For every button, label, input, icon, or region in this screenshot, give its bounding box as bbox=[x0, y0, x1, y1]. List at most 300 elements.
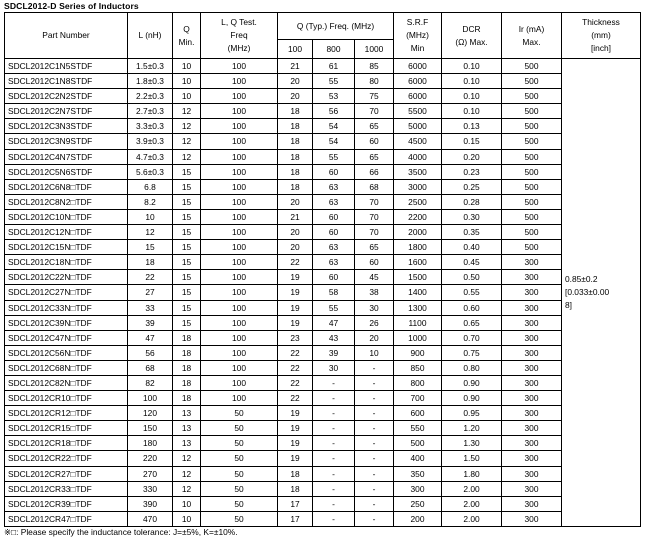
cell-dcr: 0.10 bbox=[442, 104, 502, 119]
cell-dcr: 0.10 bbox=[442, 59, 502, 74]
cell-q-100: 18 bbox=[278, 179, 313, 194]
cell-q-800: 47 bbox=[313, 315, 355, 330]
cell-test-freq: 100 bbox=[201, 285, 278, 300]
cell-srf: 6000 bbox=[394, 59, 442, 74]
cell-test-freq: 50 bbox=[201, 451, 278, 466]
header-thickness-line3: [inch] bbox=[590, 43, 612, 53]
cell-inductance: 56 bbox=[128, 345, 173, 360]
cell-inductance: 1.8±0.3 bbox=[128, 74, 173, 89]
cell-test-freq: 100 bbox=[201, 240, 278, 255]
header-ir bbox=[502, 13, 562, 59]
header-q-1000: 1000 bbox=[355, 40, 394, 59]
cell-part-number: SDCL2012CR18□TDF bbox=[5, 436, 128, 451]
cell-part-number: SDCL2012C1N5STDF bbox=[5, 59, 128, 74]
cell-srf: 1500 bbox=[394, 270, 442, 285]
header-dcr bbox=[442, 13, 502, 59]
cell-test-freq: 100 bbox=[201, 270, 278, 285]
cell-test-freq: 100 bbox=[201, 300, 278, 315]
cell-srf: 2000 bbox=[394, 225, 442, 240]
cell-part-number: SDCL2012C1N8STDF bbox=[5, 74, 128, 89]
cell-q-100: 19 bbox=[278, 421, 313, 436]
cell-ir: 300 bbox=[502, 270, 562, 285]
cell-q-100: 18 bbox=[278, 104, 313, 119]
cell-part-number: SDCL2012C10N□TDF bbox=[5, 209, 128, 224]
cell-part-number: SDCL2012CR47□TDF bbox=[5, 511, 128, 526]
header-srf-line1: S.R.F bbox=[406, 17, 429, 27]
cell-q-1000: - bbox=[355, 466, 394, 481]
cell-inductance: 470 bbox=[128, 511, 173, 526]
cell-q-100: 19 bbox=[278, 406, 313, 421]
cell-ir: 300 bbox=[502, 451, 562, 466]
cell-q-min: 15 bbox=[173, 270, 201, 285]
cell-test-freq: 100 bbox=[201, 179, 278, 194]
table-row bbox=[5, 375, 641, 390]
cell-q-800: - bbox=[313, 511, 355, 526]
cell-test-freq: 100 bbox=[201, 391, 278, 406]
cell-q-800: - bbox=[313, 466, 355, 481]
cell-srf: 600 bbox=[394, 406, 442, 421]
cell-part-number: SDCL2012CR27□TDF bbox=[5, 466, 128, 481]
cell-q-100: 18 bbox=[278, 466, 313, 481]
cell-q-1000: - bbox=[355, 360, 394, 375]
cell-srf: 4500 bbox=[394, 134, 442, 149]
cell-ir: 500 bbox=[502, 89, 562, 104]
table-row bbox=[5, 240, 641, 255]
cell-q-1000: - bbox=[355, 391, 394, 406]
cell-srf: 6000 bbox=[394, 89, 442, 104]
cell-ir: 500 bbox=[502, 179, 562, 194]
table-row bbox=[5, 74, 641, 89]
cell-q-min: 10 bbox=[173, 74, 201, 89]
cell-dcr: 0.25 bbox=[442, 179, 502, 194]
table-row bbox=[5, 225, 641, 240]
cell-srf: 1000 bbox=[394, 330, 442, 345]
cell-srf: 2200 bbox=[394, 209, 442, 224]
cell-ir: 500 bbox=[502, 149, 562, 164]
cell-q-100: 18 bbox=[278, 164, 313, 179]
cell-srf: 3500 bbox=[394, 164, 442, 179]
header-thickness bbox=[562, 13, 641, 59]
cell-srf: 1300 bbox=[394, 300, 442, 315]
table-row bbox=[5, 391, 641, 406]
cell-q-100: 19 bbox=[278, 451, 313, 466]
cell-q-1000: - bbox=[355, 436, 394, 451]
table-row bbox=[5, 194, 641, 209]
cell-ir: 500 bbox=[502, 59, 562, 74]
cell-q-1000: 65 bbox=[355, 149, 394, 164]
cell-srf: 1800 bbox=[394, 240, 442, 255]
cell-ir: 300 bbox=[502, 315, 562, 330]
cell-dcr: 0.65 bbox=[442, 315, 502, 330]
cell-q-800: 60 bbox=[313, 164, 355, 179]
cell-inductance: 2.2±0.3 bbox=[128, 89, 173, 104]
cell-test-freq: 100 bbox=[201, 59, 278, 74]
cell-q-min: 10 bbox=[173, 89, 201, 104]
cell-srf: 6000 bbox=[394, 74, 442, 89]
cell-q-100: 18 bbox=[278, 134, 313, 149]
cell-q-min: 15 bbox=[173, 209, 201, 224]
cell-dcr: 0.35 bbox=[442, 225, 502, 240]
cell-q-800: - bbox=[313, 421, 355, 436]
cell-dcr: 0.10 bbox=[442, 74, 502, 89]
cell-srf: 2500 bbox=[394, 194, 442, 209]
cell-q-1000: 65 bbox=[355, 119, 394, 134]
cell-inductance: 5.6±0.3 bbox=[128, 164, 173, 179]
cell-inductance: 120 bbox=[128, 406, 173, 421]
cell-test-freq: 100 bbox=[201, 89, 278, 104]
cell-dcr: 0.50 bbox=[442, 270, 502, 285]
table-row bbox=[5, 511, 641, 526]
cell-q-1000: - bbox=[355, 511, 394, 526]
table-row bbox=[5, 436, 641, 451]
cell-inductance: 4.7±0.3 bbox=[128, 149, 173, 164]
table-row bbox=[5, 179, 641, 194]
cell-part-number: SDCL2012CR39□TDF bbox=[5, 496, 128, 511]
cell-q-1000: 80 bbox=[355, 74, 394, 89]
cell-q-800: 63 bbox=[313, 179, 355, 194]
thickness-value-line1: 0.85±0.2 bbox=[565, 273, 598, 284]
cell-dcr: 0.55 bbox=[442, 285, 502, 300]
cell-test-freq: 50 bbox=[201, 466, 278, 481]
cell-q-1000: 20 bbox=[355, 330, 394, 345]
cell-dcr: 0.28 bbox=[442, 194, 502, 209]
cell-q-1000: 66 bbox=[355, 164, 394, 179]
cell-q-100: 21 bbox=[278, 59, 313, 74]
cell-test-freq: 50 bbox=[201, 421, 278, 436]
cell-q-800: 30 bbox=[313, 360, 355, 375]
cell-q-1000: 60 bbox=[355, 134, 394, 149]
cell-ir: 300 bbox=[502, 300, 562, 315]
cell-q-min: 12 bbox=[173, 134, 201, 149]
cell-q-100: 22 bbox=[278, 255, 313, 270]
header-q-100: 100 bbox=[278, 40, 313, 59]
header-ir-line2: Max. bbox=[522, 36, 541, 47]
cell-dcr: 1.30 bbox=[442, 436, 502, 451]
cell-q-800: 60 bbox=[313, 209, 355, 224]
cell-q-min: 10 bbox=[173, 59, 201, 74]
header-q-typ: Q (Typ.) Freq. (MHz) bbox=[278, 13, 394, 40]
cell-dcr: 2.00 bbox=[442, 496, 502, 511]
cell-part-number: SDCL2012C18N□TDF bbox=[5, 255, 128, 270]
cell-q-100: 22 bbox=[278, 345, 313, 360]
cell-srf: 5500 bbox=[394, 104, 442, 119]
table-row bbox=[5, 270, 641, 285]
cell-part-number: SDCL2012C33N□TDF bbox=[5, 300, 128, 315]
cell-dcr: 0.90 bbox=[442, 391, 502, 406]
cell-q-100: 20 bbox=[278, 89, 313, 104]
table-row bbox=[5, 421, 641, 436]
cell-q-1000: 70 bbox=[355, 104, 394, 119]
cell-ir: 300 bbox=[502, 511, 562, 526]
table-row bbox=[5, 300, 641, 315]
cell-inductance: 8.2 bbox=[128, 194, 173, 209]
cell-q-min: 13 bbox=[173, 421, 201, 436]
table-row bbox=[5, 330, 641, 345]
cell-inductance: 3.9±0.3 bbox=[128, 134, 173, 149]
cell-test-freq: 100 bbox=[201, 104, 278, 119]
header-srf-line3: Min bbox=[410, 43, 425, 53]
table-row bbox=[5, 315, 641, 330]
cell-dcr: 1.20 bbox=[442, 421, 502, 436]
cell-inductance: 180 bbox=[128, 436, 173, 451]
table-row bbox=[5, 59, 641, 74]
header-q-min-line1: Q bbox=[183, 23, 190, 34]
cell-test-freq: 100 bbox=[201, 149, 278, 164]
cell-test-freq: 50 bbox=[201, 436, 278, 451]
cell-srf: 5000 bbox=[394, 119, 442, 134]
cell-q-800: 53 bbox=[313, 89, 355, 104]
cell-test-freq: 100 bbox=[201, 375, 278, 390]
cell-q-1000: 70 bbox=[355, 209, 394, 224]
cell-ir: 300 bbox=[502, 360, 562, 375]
cell-part-number: SDCL2012C8N2□TDF bbox=[5, 194, 128, 209]
cell-inductance: 6.8 bbox=[128, 179, 173, 194]
cell-ir: 300 bbox=[502, 481, 562, 496]
cell-inductance: 22 bbox=[128, 270, 173, 285]
cell-dcr: 0.60 bbox=[442, 300, 502, 315]
cell-q-min: 18 bbox=[173, 330, 201, 345]
header-q-800: 800 bbox=[313, 40, 355, 59]
cell-dcr: 0.90 bbox=[442, 375, 502, 390]
thickness-value-line3: 8] bbox=[565, 299, 572, 310]
cell-part-number: SDCL2012C22N□TDF bbox=[5, 270, 128, 285]
cell-ir: 300 bbox=[502, 466, 562, 481]
cell-srf: 550 bbox=[394, 421, 442, 436]
table-row bbox=[5, 345, 641, 360]
cell-q-1000: 65 bbox=[355, 240, 394, 255]
cell-srf: 800 bbox=[394, 375, 442, 390]
cell-dcr: 0.10 bbox=[442, 89, 502, 104]
cell-dcr: 0.95 bbox=[442, 406, 502, 421]
cell-q-min: 15 bbox=[173, 225, 201, 240]
cell-q-1000: 70 bbox=[355, 194, 394, 209]
cell-thickness bbox=[562, 59, 641, 527]
cell-dcr: 0.15 bbox=[442, 134, 502, 149]
cell-q-1000: 10 bbox=[355, 345, 394, 360]
cell-inductance: 270 bbox=[128, 466, 173, 481]
cell-q-1000: - bbox=[355, 421, 394, 436]
cell-part-number: SDCL2012C12N□TDF bbox=[5, 225, 128, 240]
cell-test-freq: 100 bbox=[201, 225, 278, 240]
cell-q-min: 10 bbox=[173, 511, 201, 526]
cell-q-800: 56 bbox=[313, 104, 355, 119]
cell-q-100: 20 bbox=[278, 225, 313, 240]
cell-test-freq: 100 bbox=[201, 164, 278, 179]
cell-srf: 400 bbox=[394, 451, 442, 466]
cell-part-number: SDCL2012C5N6STDF bbox=[5, 164, 128, 179]
cell-dcr: 0.75 bbox=[442, 345, 502, 360]
header-q-min-line2: Min. bbox=[178, 36, 195, 47]
cell-test-freq: 100 bbox=[201, 119, 278, 134]
cell-q-100: 22 bbox=[278, 391, 313, 406]
cell-inductance: 47 bbox=[128, 330, 173, 345]
cell-q-800: - bbox=[313, 391, 355, 406]
cell-q-100: 19 bbox=[278, 315, 313, 330]
cell-q-min: 18 bbox=[173, 360, 201, 375]
cell-test-freq: 100 bbox=[201, 74, 278, 89]
cell-q-1000: 75 bbox=[355, 89, 394, 104]
cell-ir: 300 bbox=[502, 375, 562, 390]
cell-dcr: 1.80 bbox=[442, 466, 502, 481]
cell-q-800: 55 bbox=[313, 74, 355, 89]
cell-ir: 500 bbox=[502, 104, 562, 119]
header-q-min bbox=[173, 13, 201, 59]
cell-ir: 300 bbox=[502, 496, 562, 511]
cell-q-1000: - bbox=[355, 406, 394, 421]
cell-q-100: 22 bbox=[278, 375, 313, 390]
cell-dcr: 0.20 bbox=[442, 149, 502, 164]
cell-q-min: 12 bbox=[173, 149, 201, 164]
cell-q-100: 19 bbox=[278, 285, 313, 300]
cell-q-1000: 38 bbox=[355, 285, 394, 300]
table-row bbox=[5, 360, 641, 375]
cell-q-800: 55 bbox=[313, 149, 355, 164]
cell-inductance: 150 bbox=[128, 421, 173, 436]
table-row bbox=[5, 149, 641, 164]
header-test-freq-line2: Freq bbox=[230, 30, 248, 40]
cell-q-min: 15 bbox=[173, 240, 201, 255]
cell-inductance: 330 bbox=[128, 481, 173, 496]
cell-test-freq: 100 bbox=[201, 134, 278, 149]
cell-inductance: 68 bbox=[128, 360, 173, 375]
thickness-value-line2: [0.033±0.00 bbox=[565, 286, 610, 297]
cell-q-800: - bbox=[313, 451, 355, 466]
header-ir-line1: Ir (mA) bbox=[518, 23, 545, 34]
cell-q-800: - bbox=[313, 436, 355, 451]
cell-q-min: 15 bbox=[173, 255, 201, 270]
cell-dcr: 1.50 bbox=[442, 451, 502, 466]
cell-q-min: 15 bbox=[173, 315, 201, 330]
cell-q-min: 12 bbox=[173, 119, 201, 134]
cell-test-freq: 100 bbox=[201, 315, 278, 330]
cell-q-800: 63 bbox=[313, 255, 355, 270]
table-body bbox=[5, 59, 641, 527]
cell-q-800: - bbox=[313, 496, 355, 511]
cell-part-number: SDCL2012C27N□TDF bbox=[5, 285, 128, 300]
cell-part-number: SDCL2012C2N2STDF bbox=[5, 89, 128, 104]
cell-q-800: 63 bbox=[313, 194, 355, 209]
cell-q-800: 60 bbox=[313, 270, 355, 285]
cell-q-800: 54 bbox=[313, 134, 355, 149]
cell-q-1000: 68 bbox=[355, 179, 394, 194]
cell-ir: 500 bbox=[502, 209, 562, 224]
cell-srf: 350 bbox=[394, 466, 442, 481]
header-srf bbox=[394, 13, 442, 59]
cell-part-number: SDCL2012C6N8□TDF bbox=[5, 179, 128, 194]
cell-part-number: SDCL2012C2N7STDF bbox=[5, 104, 128, 119]
cell-ir: 500 bbox=[502, 240, 562, 255]
cell-q-1000: - bbox=[355, 375, 394, 390]
cell-srf: 1400 bbox=[394, 285, 442, 300]
cell-q-100: 19 bbox=[278, 436, 313, 451]
header-thickness-line1: Thickness bbox=[582, 17, 620, 27]
cell-part-number: SDCL2012C47N□TDF bbox=[5, 330, 128, 345]
cell-q-800: 54 bbox=[313, 119, 355, 134]
table-row bbox=[5, 285, 641, 300]
cell-test-freq: 100 bbox=[201, 345, 278, 360]
cell-inductance: 10 bbox=[128, 209, 173, 224]
cell-ir: 500 bbox=[502, 164, 562, 179]
cell-ir: 300 bbox=[502, 330, 562, 345]
cell-q-100: 17 bbox=[278, 511, 313, 526]
cell-part-number: SDCL2012C4N7STDF bbox=[5, 149, 128, 164]
cell-ir: 300 bbox=[502, 421, 562, 436]
cell-ir: 300 bbox=[502, 406, 562, 421]
cell-q-min: 10 bbox=[173, 496, 201, 511]
cell-srf: 4000 bbox=[394, 149, 442, 164]
cell-q-min: 15 bbox=[173, 179, 201, 194]
cell-part-number: SDCL2012CR10□TDF bbox=[5, 391, 128, 406]
cell-ir: 500 bbox=[502, 74, 562, 89]
table-row bbox=[5, 164, 641, 179]
header-test-freq bbox=[201, 13, 278, 59]
cell-test-freq: 50 bbox=[201, 511, 278, 526]
cell-q-100: 20 bbox=[278, 240, 313, 255]
table-title: SDCL2012-D Series of Inductors bbox=[4, 1, 139, 11]
table-row bbox=[5, 104, 641, 119]
cell-ir: 300 bbox=[502, 391, 562, 406]
cell-inductance: 12 bbox=[128, 225, 173, 240]
cell-q-1000: 26 bbox=[355, 315, 394, 330]
cell-q-1000: 30 bbox=[355, 300, 394, 315]
cell-inductance: 220 bbox=[128, 451, 173, 466]
cell-srf: 3000 bbox=[394, 179, 442, 194]
cell-part-number: SDCL2012CR12□TDF bbox=[5, 406, 128, 421]
cell-q-100: 19 bbox=[278, 270, 313, 285]
table-row bbox=[5, 451, 641, 466]
cell-q-1000: - bbox=[355, 496, 394, 511]
cell-q-min: 12 bbox=[173, 104, 201, 119]
cell-test-freq: 50 bbox=[201, 496, 278, 511]
table-row bbox=[5, 89, 641, 104]
cell-q-min: 13 bbox=[173, 406, 201, 421]
cell-part-number: SDCL2012C3N3STDF bbox=[5, 119, 128, 134]
cell-test-freq: 100 bbox=[201, 360, 278, 375]
table-row bbox=[5, 209, 641, 224]
cell-q-min: 13 bbox=[173, 436, 201, 451]
cell-part-number: SDCL2012CR33□TDF bbox=[5, 481, 128, 496]
cell-inductance: 2.7±0.3 bbox=[128, 104, 173, 119]
cell-ir: 300 bbox=[502, 345, 562, 360]
cell-q-800: - bbox=[313, 375, 355, 390]
cell-dcr: 0.30 bbox=[442, 209, 502, 224]
cell-inductance: 18 bbox=[128, 255, 173, 270]
cell-srf: 300 bbox=[394, 481, 442, 496]
cell-q-min: 18 bbox=[173, 345, 201, 360]
cell-part-number: SDCL2012C68N□TDF bbox=[5, 360, 128, 375]
cell-q-100: 21 bbox=[278, 209, 313, 224]
cell-ir: 300 bbox=[502, 255, 562, 270]
cell-part-number: SDCL2012C3N9STDF bbox=[5, 134, 128, 149]
cell-dcr: 0.23 bbox=[442, 164, 502, 179]
cell-dcr: 0.80 bbox=[442, 360, 502, 375]
cell-srf: 250 bbox=[394, 496, 442, 511]
cell-inductance: 3.3±0.3 bbox=[128, 119, 173, 134]
cell-part-number: SDCL2012CR22□TDF bbox=[5, 451, 128, 466]
table-row bbox=[5, 134, 641, 149]
cell-dcr: 2.00 bbox=[442, 481, 502, 496]
cell-part-number: SDCL2012C56N□TDF bbox=[5, 345, 128, 360]
cell-q-800: 63 bbox=[313, 240, 355, 255]
header-thickness-line2: (mm) bbox=[591, 30, 611, 40]
cell-q-100: 17 bbox=[278, 496, 313, 511]
cell-q-min: 15 bbox=[173, 164, 201, 179]
cell-q-min: 12 bbox=[173, 466, 201, 481]
cell-q-1000: - bbox=[355, 481, 394, 496]
cell-srf: 500 bbox=[394, 436, 442, 451]
header-test-freq-line1: L, Q Test. bbox=[221, 17, 257, 27]
cell-srf: 1600 bbox=[394, 255, 442, 270]
